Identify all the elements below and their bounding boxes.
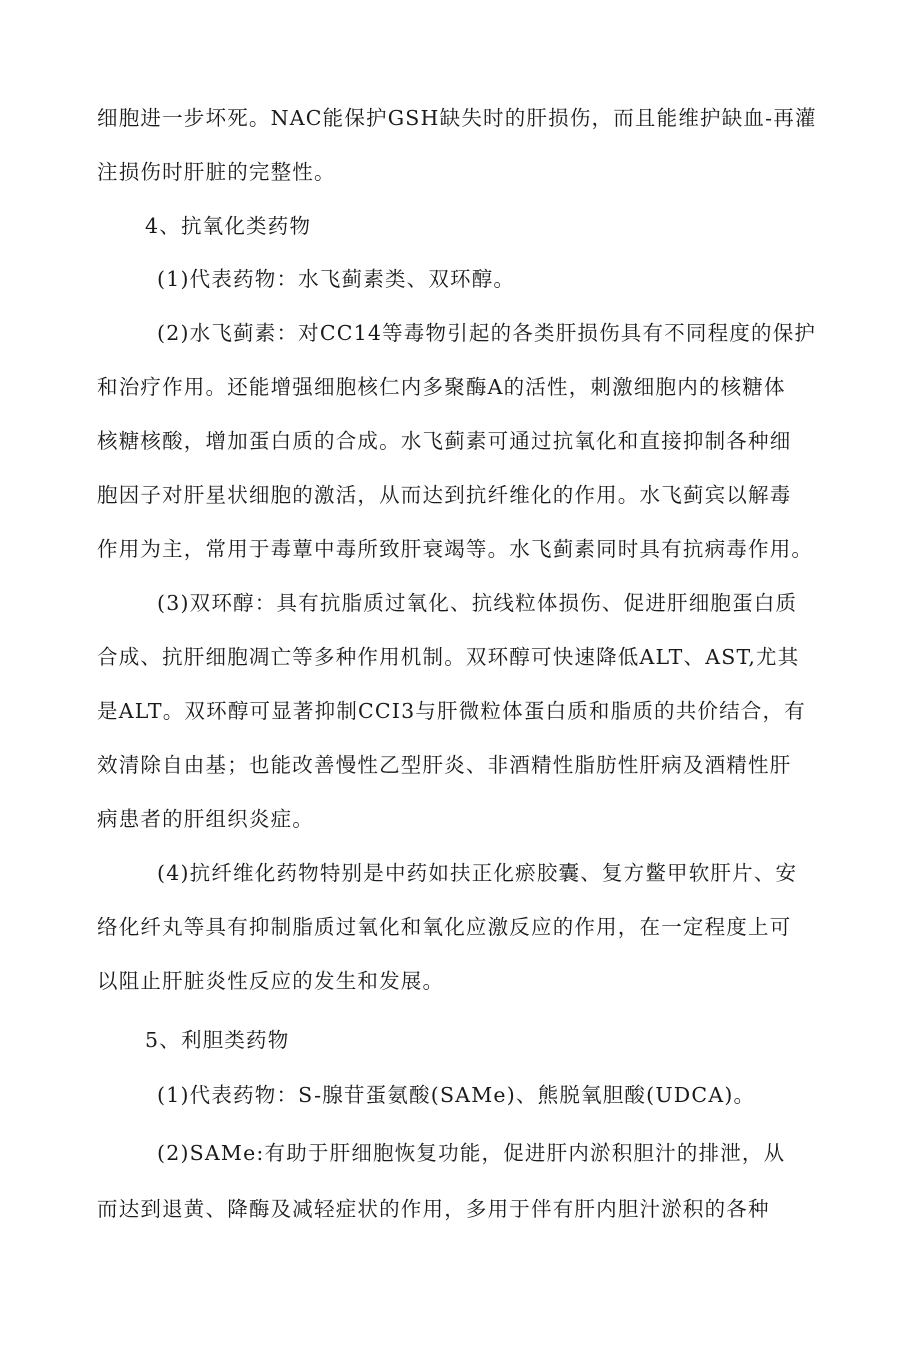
paragraph-line: (2)SAMe:有助于肝细胞恢复功能，促进肝内淤积胆汁的排泄，从 [157,1141,786,1165]
paragraph-line: 作用为主，常用于毒蕈中毒所致肝衰竭等。水飞蓟素同时具有抗病毒作用。 [97,537,814,561]
paragraph-line: 络化纤丸等具有抑制脂质过氧化和氧化应激反应的作用，在一定程度上可 [97,915,792,939]
paragraph-line: (1)代表药物：水飞蓟素类、双环醇。 [157,267,516,291]
section-heading: 5、利胆类药物 [145,1028,290,1052]
paragraph-line: 病患者的肝组织炎症。 [97,807,314,831]
paragraph-line: 以阻止肝脏炎性反应的发生和发展。 [97,969,445,993]
paragraph-line: (3)双环醇：具有抗脂质过氧化、抗线粒体损伤、促进肝细胞蛋白质 [157,591,798,615]
paragraph-line: 核糖核酸，增加蛋白质的合成。水飞蓟素可通过抗氧化和直接抑制各种细 [97,429,792,453]
paragraph-line: 注损伤时肝脏的完整性。 [97,160,336,184]
paragraph-line: 胞因子对肝星状细胞的激活，从而达到抗纤维化的作用。水飞蓟宾以解毒 [97,483,792,507]
section-heading: 4、抗氧化类药物 [145,214,312,238]
paragraph-line: 和治疗作用。还能增强细胞核仁内多聚酶A的活性，刺激细胞内的核糖体 [97,375,786,399]
paragraph-line: 细胞进一步坏死。NAC能保护GSH缺失时的肝损伤，而且能维护缺血-再灌 [97,106,817,130]
paragraph-line: 效清除自由基；也能改善慢性乙型肝炎、非酒精性脂肪性肝病及酒精性肝 [97,753,792,777]
paragraph-line: (2)水飞蓟素：对CC14等毒物引起的各类肝损伤具有不同程度的保护 [157,321,817,345]
paragraph-line: 是ALT。双环醇可显著抑制CCI3与肝微粒体蛋白质和脂质的共价结合，有 [97,699,806,723]
paragraph-line: (4)抗纤维化药物特别是中药如扶正化瘀胶囊、复方鳖甲软肝片、安 [157,861,798,885]
paragraph-line: (1)代表药物：S-腺苷蛋氨酸(SAMe)、熊脱氧胆酸(UDCA)。 [157,1083,756,1107]
paragraph-line: 合成、抗肝细胞凋亡等多种作用机制。双环醇可快速降低ALT、AST,尤其 [97,645,800,669]
paragraph-line: 而达到退黄、降酶及减轻症状的作用，多用于伴有肝内胆汁淤积的各种 [97,1197,770,1221]
